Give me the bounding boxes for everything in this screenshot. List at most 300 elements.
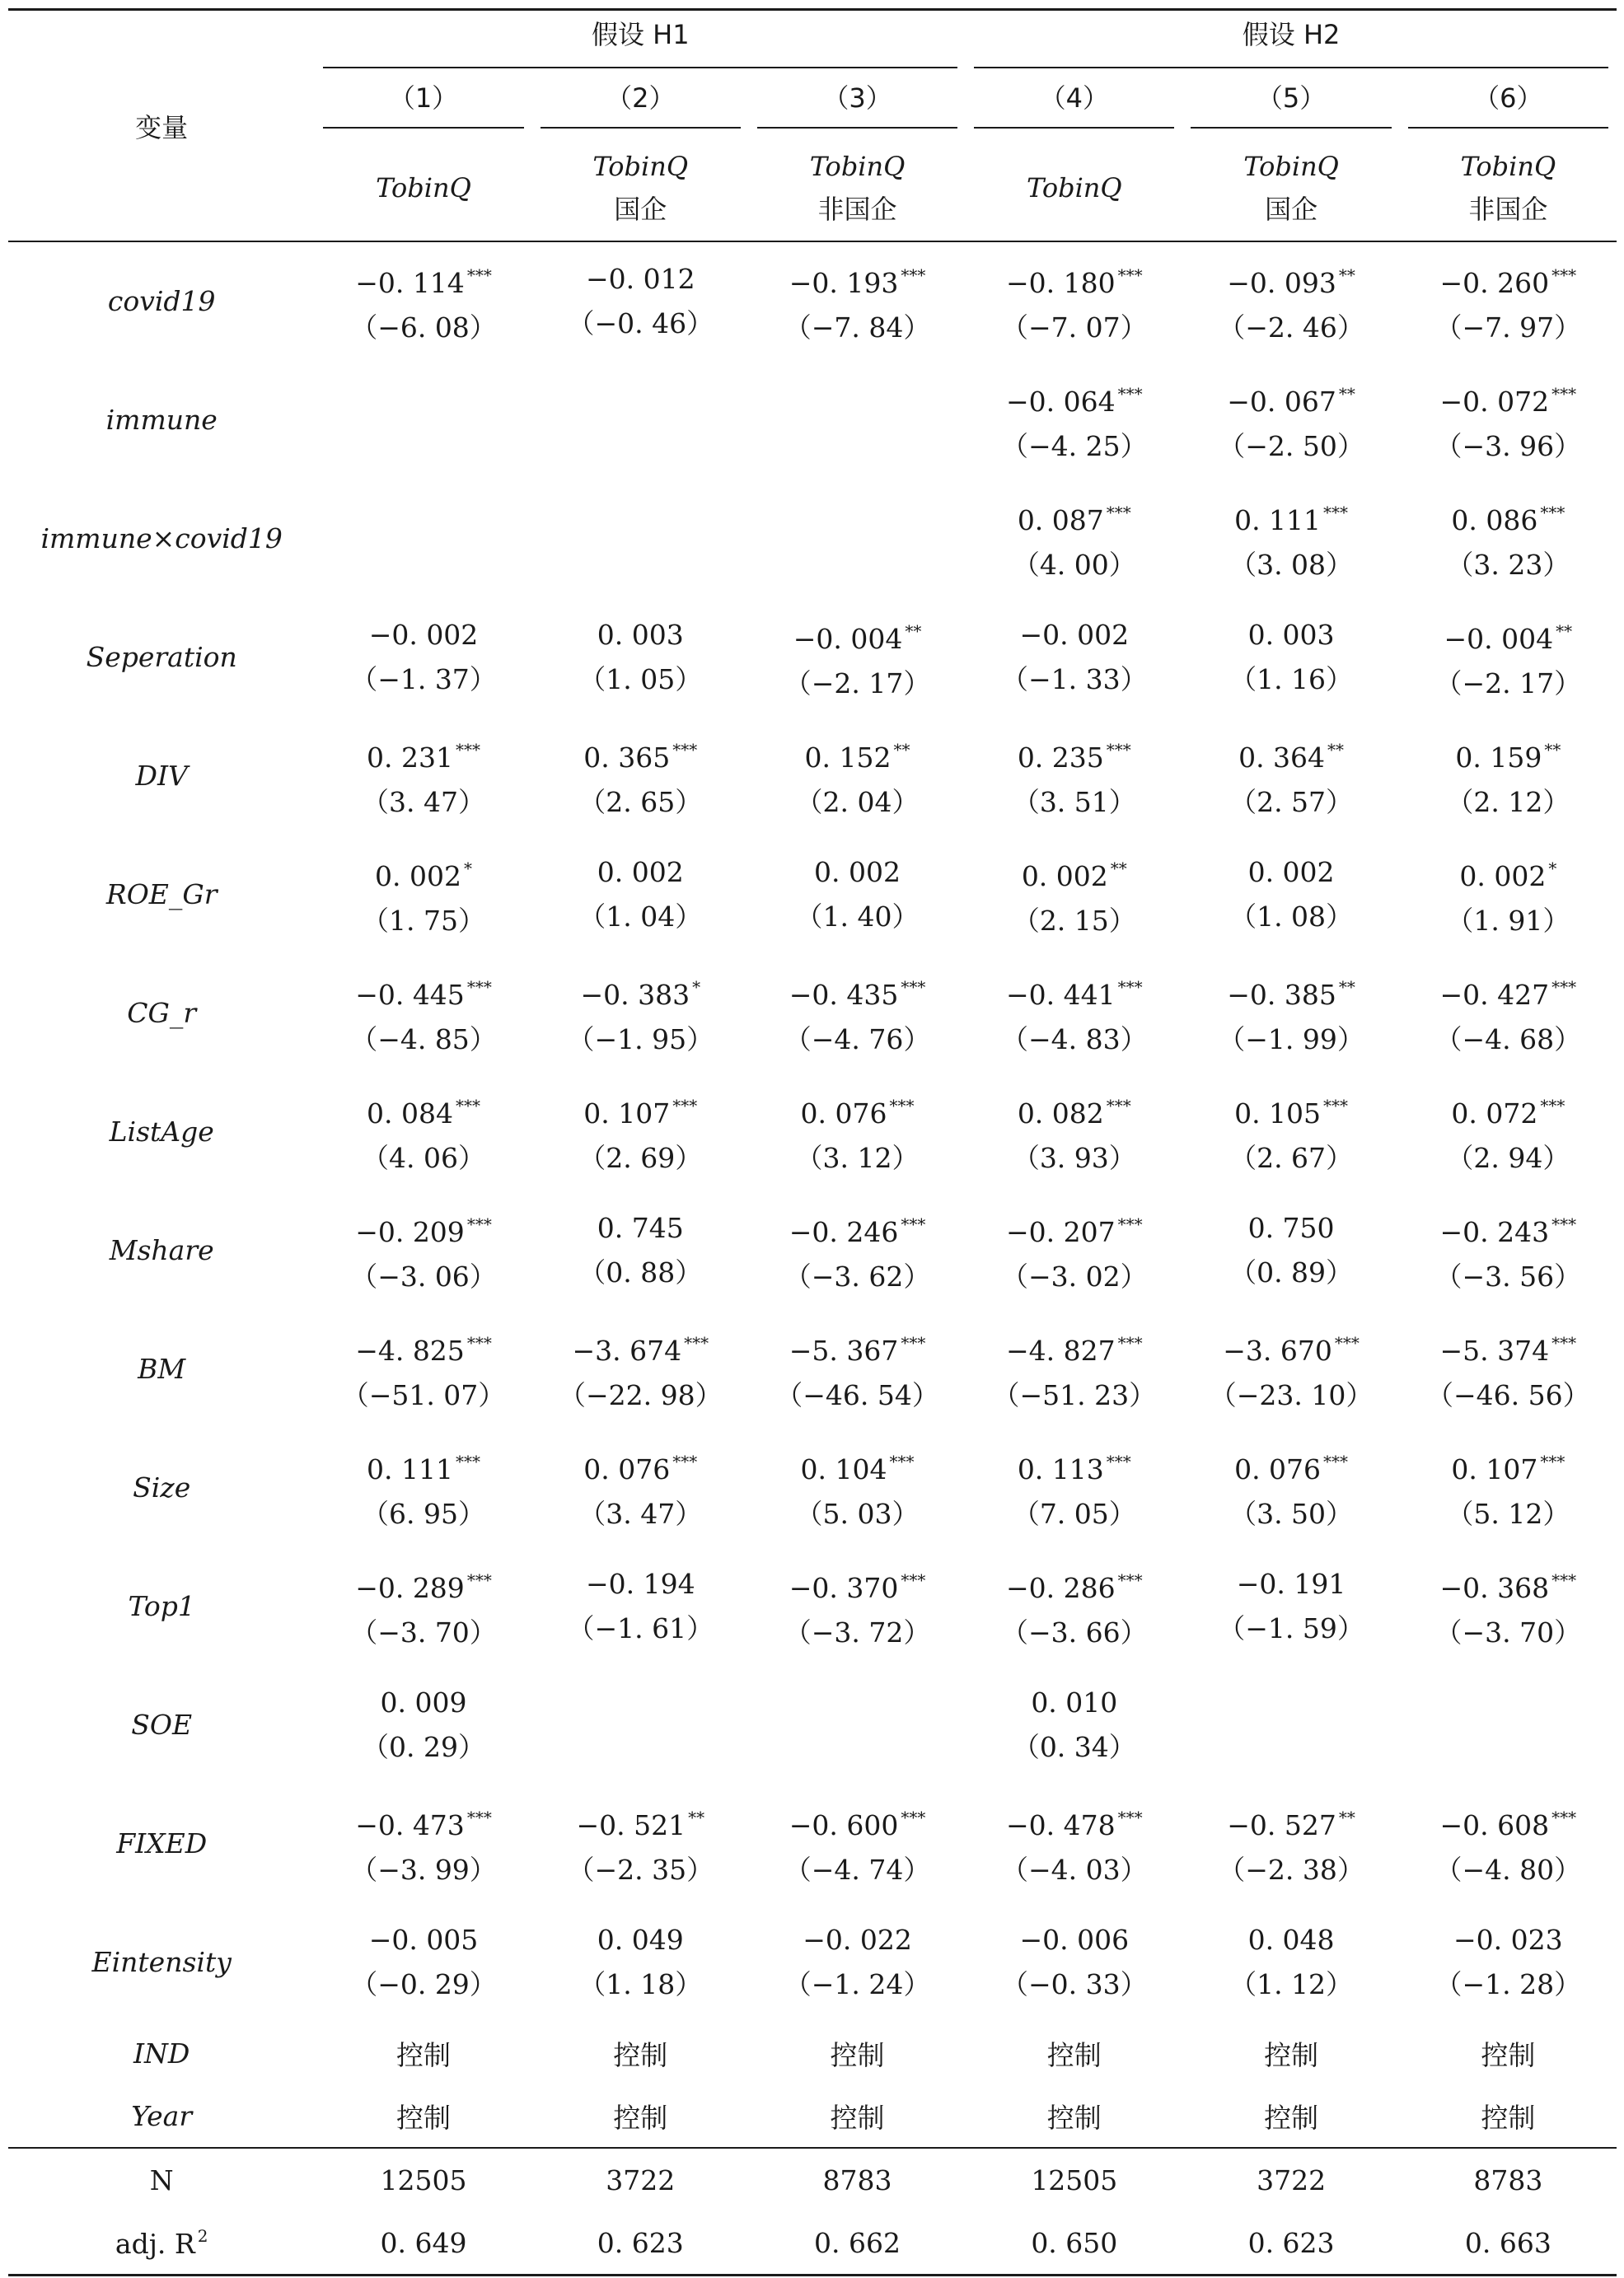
significance-stars: ** — [1556, 621, 1573, 641]
coef-cell — [1182, 717, 1399, 835]
table-header — [8, 10, 1617, 243]
coefficient: 0. 104 *** — [800, 1452, 915, 1485]
t-statistic: （−3. 06） — [350, 1261, 497, 1293]
coefficient: 0. 076 *** — [800, 1096, 915, 1130]
t-statistic: （−3. 62） — [784, 1261, 931, 1293]
coef-cell — [315, 954, 531, 1073]
table-row — [8, 242, 1617, 361]
table-row — [8, 1903, 1617, 2022]
regression-table-wrapper — [8, 8, 1617, 2276]
coefficient: −0. 286 *** — [1005, 1570, 1143, 1604]
t-statistic: （−4. 85） — [350, 1023, 497, 1055]
stat-row — [8, 2211, 1617, 2276]
coefficient: −0. 246 *** — [789, 1214, 926, 1248]
coef-cell — [1400, 361, 1617, 479]
coefficient: −4. 827 *** — [1005, 1333, 1143, 1367]
control-cell: 控制 — [613, 2038, 668, 2071]
controls-body — [8, 2022, 1617, 2148]
coef-cell — [315, 1547, 531, 1666]
significance-stars: * — [1548, 858, 1557, 878]
dependent-variable: TobinQ — [1243, 150, 1339, 182]
coef-cell — [532, 1785, 749, 1903]
coefficient: 0. 010 — [1031, 1686, 1118, 1719]
coef-cell — [1182, 242, 1399, 361]
significance-stars: *** — [466, 265, 492, 285]
coef-cell — [749, 835, 966, 954]
t-statistic: （−3. 70） — [350, 1616, 497, 1649]
t-statistic: （−1. 61） — [567, 1612, 714, 1644]
significance-stars: *** — [901, 1808, 926, 1827]
coef-cell — [532, 1547, 749, 1666]
stat-cell: 12505 — [380, 2163, 467, 2196]
t-statistic: （0. 29） — [362, 1731, 485, 1763]
coefficient: 0. 087 *** — [1017, 503, 1131, 536]
coefficient: −0. 383 * — [580, 977, 701, 1011]
coefficient: 0. 231 *** — [367, 740, 480, 774]
coef-cell — [315, 835, 531, 954]
t-statistic: （−2. 17） — [1434, 667, 1582, 699]
coefficient: −0. 289 *** — [355, 1570, 492, 1604]
dependent-variable: TobinQ — [376, 171, 471, 203]
significance-stars: * — [692, 977, 701, 997]
control-cell: 控制 — [1481, 2038, 1536, 2071]
coefficient: −0. 022 — [803, 1924, 912, 1956]
table-row — [8, 1785, 1617, 1903]
coef-cell — [966, 1073, 1182, 1191]
significance-stars: *** — [455, 1096, 480, 1116]
coef-cell — [1182, 1903, 1399, 2022]
coef-cell — [1400, 1429, 1617, 1547]
t-statistic: （1. 40） — [795, 900, 920, 933]
coefficient: 0. 365 *** — [583, 740, 698, 774]
coef-cell — [315, 1073, 531, 1191]
coefficient: −0. 180 *** — [1005, 265, 1143, 299]
coefficient: −0. 005 — [368, 1924, 479, 1956]
t-statistic: （−4. 83） — [1000, 1023, 1148, 1055]
column-model-1 — [315, 134, 531, 241]
t-statistic: （2. 57） — [1229, 786, 1354, 818]
significance-stars: *** — [1540, 503, 1565, 522]
group-header-h2: 假设 H2 — [966, 11, 1617, 72]
coefficient: −0. 243 *** — [1439, 1214, 1577, 1248]
variable-name: Seperation — [86, 641, 237, 673]
stat-cell: 0. 623 — [597, 2226, 684, 2259]
coefficient: −0. 385 ** — [1227, 977, 1355, 1011]
coef-cell — [532, 361, 749, 479]
coef-cell — [749, 954, 966, 1073]
stat-cell: 0. 623 — [1247, 2226, 1335, 2259]
t-statistic: （2. 65） — [578, 786, 703, 818]
variable-name: SOE — [131, 1709, 193, 1741]
coef-cell — [1182, 835, 1399, 954]
significance-stars: ** — [893, 740, 910, 760]
significance-stars: *** — [1551, 384, 1577, 404]
coefficient: 0. 003 — [1247, 619, 1335, 651]
t-statistic: （2. 12） — [1446, 786, 1570, 818]
t-statistic: （−51. 23） — [992, 1379, 1157, 1411]
t-statistic: （−46. 54） — [775, 1379, 939, 1411]
coef-cell — [1400, 242, 1617, 361]
t-statistic: （0. 89） — [1229, 1256, 1354, 1289]
variable-name: immune — [105, 404, 218, 436]
table-row — [8, 1666, 1617, 1785]
t-statistic: （7. 05） — [1012, 1498, 1136, 1530]
t-statistic: （−46. 56） — [1426, 1379, 1590, 1411]
column-number-1: （1） — [315, 72, 531, 134]
coef-cell — [966, 1666, 1182, 1785]
coefficient: 0. 152 ** — [804, 740, 910, 774]
significance-stars: *** — [901, 977, 926, 997]
coef-cell — [532, 1073, 749, 1191]
coefficient: 0. 076 *** — [1234, 1452, 1349, 1485]
coef-cell — [749, 1310, 966, 1429]
stat-label-superscript: 2 — [197, 2225, 208, 2246]
t-statistic: （3. 12） — [795, 1142, 920, 1174]
significance-stars: ** — [1110, 858, 1127, 878]
variable-name: immune×covid19 — [40, 522, 283, 554]
table-row — [8, 1191, 1617, 1310]
significance-stars: ** — [905, 621, 922, 641]
coefficient: 0. 084 *** — [367, 1096, 480, 1130]
coef-cell — [749, 717, 966, 835]
coefficient: −0. 521 ** — [576, 1808, 705, 1841]
significance-stars: ** — [1338, 1808, 1355, 1827]
coefficient: −0. 368 *** — [1439, 1570, 1577, 1604]
coef-cell — [1182, 1785, 1399, 1903]
coef-cell — [1182, 1310, 1399, 1429]
control-cell: 控制 — [1264, 2038, 1319, 2071]
t-statistic: （−51. 07） — [341, 1379, 506, 1411]
stat-cell: 8783 — [822, 2163, 892, 2196]
control-row — [8, 2022, 1617, 2084]
coef-cell — [1182, 1191, 1399, 1310]
coef-cell — [1400, 835, 1617, 954]
significance-stars: *** — [1117, 1808, 1143, 1827]
t-statistic: （−23. 10） — [1209, 1379, 1374, 1411]
coef-cell — [749, 1073, 966, 1191]
t-statistic: （−4. 74） — [784, 1854, 931, 1886]
control-row — [8, 2084, 1617, 2148]
significance-stars: *** — [1334, 1333, 1360, 1353]
t-statistic: （−22. 98） — [558, 1379, 723, 1411]
coefficient: 0. 072 *** — [1451, 1096, 1565, 1130]
sample-label: 国企 — [1265, 193, 1318, 225]
coefficient: 0. 002 * — [375, 858, 472, 892]
t-statistic: （−3. 96） — [1434, 430, 1582, 462]
coefficient: 0. 002 — [814, 856, 901, 888]
coef-cell — [1182, 1547, 1399, 1666]
significance-stars: *** — [1540, 1452, 1565, 1471]
coef-cell — [315, 1310, 531, 1429]
coef-cell — [749, 479, 966, 598]
coef-cell — [1400, 717, 1617, 835]
coefficient: 0. 076 *** — [583, 1452, 698, 1485]
coef-cell — [532, 479, 749, 598]
coefficient: −0. 260 *** — [1439, 265, 1577, 299]
t-statistic: （−1. 24） — [784, 1968, 931, 2000]
variable-name: Size — [133, 1471, 191, 1504]
t-statistic: （−2. 35） — [567, 1854, 714, 1886]
coefficient: −0. 427 *** — [1439, 977, 1577, 1011]
significance-stars: *** — [1117, 384, 1143, 404]
column-model-6 — [1400, 134, 1617, 241]
coef-cell — [315, 361, 531, 479]
stat-cell: 0. 650 — [1031, 2226, 1118, 2259]
stat-cell: 3722 — [1257, 2163, 1327, 2196]
coefficient: −0. 191 — [1236, 1568, 1346, 1600]
coef-cell — [966, 1310, 1182, 1429]
coef-cell — [1400, 598, 1617, 717]
t-statistic: （1. 16） — [1229, 663, 1354, 695]
significance-stars: *** — [1540, 1096, 1565, 1116]
coef-cell — [1182, 479, 1399, 598]
t-statistic: （1. 08） — [1229, 900, 1354, 933]
significance-stars: ** — [1338, 384, 1355, 404]
significance-stars: *** — [466, 977, 492, 997]
control-cell: 控制 — [1046, 2101, 1102, 2134]
control-cell: 控制 — [396, 2101, 451, 2134]
coefficient-body — [8, 242, 1617, 2022]
coefficient: −0. 064 *** — [1005, 384, 1143, 418]
coef-cell — [532, 1310, 749, 1429]
coef-cell — [315, 242, 531, 361]
significance-stars: *** — [901, 1214, 926, 1234]
variable-name: IND — [133, 2037, 190, 2070]
coefficient: 0. 002 * — [1459, 858, 1557, 892]
t-statistic: （−1. 37） — [350, 663, 497, 695]
coefficient: −0. 072 *** — [1439, 384, 1577, 418]
t-statistic: （4. 00） — [1012, 549, 1136, 581]
coefficient: 0. 049 — [597, 1924, 684, 1956]
t-statistic: （0. 88） — [578, 1256, 703, 1289]
t-statistic: （−7. 84） — [784, 311, 931, 344]
coefficient: −0. 473 *** — [355, 1808, 492, 1841]
coefficient: −0. 445 *** — [355, 977, 492, 1011]
significance-stars: ** — [1338, 265, 1355, 285]
coef-cell — [1182, 1073, 1399, 1191]
control-cell: 控制 — [1481, 2101, 1536, 2134]
coefficient: −5. 374 *** — [1439, 1333, 1577, 1367]
significance-stars: *** — [466, 1214, 492, 1234]
table-row — [8, 954, 1617, 1073]
coef-cell — [1400, 1073, 1617, 1191]
variable-name: Top1 — [128, 1590, 195, 1622]
t-statistic: （−4. 68） — [1434, 1023, 1582, 1055]
coef-cell — [315, 1429, 531, 1547]
sample-label: 非国企 — [817, 193, 897, 225]
variable-name: CG_r — [127, 997, 197, 1029]
table-row — [8, 1310, 1617, 1429]
coef-cell — [1182, 954, 1399, 1073]
significance-stars: *** — [455, 1452, 480, 1471]
coef-cell — [966, 361, 1182, 479]
t-statistic: （−1. 33） — [1000, 663, 1148, 695]
significance-stars: *** — [901, 1333, 926, 1353]
t-statistic: （3. 47） — [362, 786, 485, 818]
coef-cell — [1400, 1191, 1617, 1310]
t-statistic: （3. 50） — [1229, 1498, 1354, 1530]
coefficient: −0. 600 *** — [789, 1808, 926, 1841]
column-model-4 — [966, 134, 1182, 241]
t-statistic: （2. 04） — [795, 786, 920, 818]
coefficient: −4. 825 *** — [355, 1333, 492, 1367]
dependent-variable: TobinQ — [592, 150, 689, 182]
column-number-5: （5） — [1182, 72, 1399, 134]
column-model-5 — [1182, 134, 1399, 241]
coef-cell — [1400, 1666, 1617, 1785]
control-cell: 控制 — [830, 2038, 885, 2071]
column-model-2 — [532, 134, 749, 241]
dependent-variable: TobinQ — [1026, 171, 1122, 203]
coef-cell — [532, 717, 749, 835]
control-cell: 控制 — [1264, 2101, 1319, 2134]
coef-cell — [532, 835, 749, 954]
t-statistic: （−7. 97） — [1434, 311, 1582, 344]
coef-cell — [315, 598, 531, 717]
significance-stars: ** — [688, 1808, 705, 1827]
coefficient: 0. 107 *** — [583, 1096, 698, 1130]
coef-cell — [966, 1903, 1182, 2022]
significance-stars: *** — [1323, 1452, 1349, 1471]
coefficient: 0. 105 *** — [1234, 1096, 1349, 1130]
coef-cell — [966, 1547, 1182, 1666]
t-statistic: （−0. 46） — [567, 307, 714, 339]
significance-stars: *** — [672, 1452, 698, 1471]
t-statistic: （2. 69） — [578, 1142, 703, 1174]
coefficient: −0. 004 ** — [1444, 621, 1573, 655]
t-statistic: （5. 03） — [795, 1498, 920, 1530]
coefficient: −0. 207 *** — [1005, 1214, 1143, 1248]
t-statistic: （−3. 72） — [784, 1616, 931, 1649]
coef-cell — [1182, 1429, 1399, 1547]
coefficient: −5. 367 *** — [789, 1333, 926, 1367]
significance-stars: *** — [1551, 1333, 1577, 1353]
group-header-h1: 假设 H1 — [315, 11, 966, 72]
significance-stars: *** — [889, 1452, 915, 1471]
coef-cell — [966, 717, 1182, 835]
table-row — [8, 1429, 1617, 1547]
coefficient: −0. 006 — [1019, 1924, 1130, 1956]
coef-cell — [532, 1429, 749, 1547]
coef-cell — [749, 1903, 966, 2022]
t-statistic: （1. 18） — [578, 1968, 703, 2000]
t-statistic: （1. 12） — [1229, 1968, 1354, 2000]
coef-cell — [749, 1666, 966, 1785]
coefficient: 0. 002 — [1247, 856, 1335, 888]
coef-cell — [966, 1785, 1182, 1903]
t-statistic: （1. 04） — [578, 900, 703, 933]
coef-cell — [966, 954, 1182, 1073]
variable-name: Year — [131, 2099, 193, 2132]
stat-cell: 3722 — [606, 2163, 676, 2196]
stat-row — [8, 2148, 1617, 2211]
coefficient: −0. 067 ** — [1227, 384, 1355, 418]
significance-stars: *** — [1106, 1452, 1131, 1471]
coef-cell — [315, 1666, 531, 1785]
t-statistic: （−1. 95） — [567, 1023, 714, 1055]
regression-table — [8, 8, 1617, 2276]
coefficient: 0. 750 — [1247, 1212, 1335, 1244]
table-row — [8, 835, 1617, 954]
coefficient: 0. 364 ** — [1238, 740, 1345, 774]
column-model-3 — [749, 134, 966, 241]
coef-cell — [1400, 1785, 1617, 1903]
t-statistic: （−3. 70） — [1434, 1616, 1582, 1649]
coef-cell — [966, 1191, 1182, 1310]
t-statistic: （1. 75） — [362, 905, 485, 937]
t-statistic: （−6. 08） — [350, 311, 497, 344]
coefficient: −0. 435 *** — [789, 977, 926, 1011]
t-statistic: （3. 93） — [1012, 1142, 1136, 1174]
significance-stars: *** — [1551, 1808, 1577, 1827]
variable-name: covid19 — [107, 285, 216, 317]
significance-stars: *** — [889, 1096, 915, 1116]
significance-stars: *** — [672, 740, 698, 760]
significance-stars: *** — [1551, 265, 1577, 285]
significance-stars: *** — [672, 1096, 698, 1116]
coefficient: 0. 111 *** — [367, 1452, 480, 1485]
variable-name: ROE_Gr — [105, 878, 218, 910]
sample-label: 非国企 — [1468, 193, 1548, 225]
t-statistic: （−2. 50） — [1218, 430, 1364, 462]
coef-cell — [532, 1666, 749, 1785]
t-statistic: （4. 06） — [362, 1142, 485, 1174]
stat-cell: 0. 649 — [380, 2226, 467, 2259]
coef-cell — [749, 1429, 966, 1547]
stat-label: adj. R $^2$ — [115, 2225, 208, 2260]
table-row — [8, 361, 1617, 479]
t-statistic: （−3. 56） — [1434, 1261, 1582, 1293]
t-statistic: （−3. 99） — [350, 1854, 497, 1886]
column-number-6: （6） — [1400, 72, 1617, 134]
significance-stars: *** — [901, 1570, 926, 1590]
significance-stars: * — [463, 858, 472, 878]
coef-cell — [966, 598, 1182, 717]
column-number-4: （4） — [966, 72, 1182, 134]
column-number-3: （3） — [749, 72, 966, 134]
coefficient: 0. 002 — [597, 856, 684, 888]
significance-stars: *** — [1323, 503, 1349, 522]
table-row — [8, 1073, 1617, 1191]
coefficient: 0. 107 *** — [1451, 1452, 1565, 1485]
significance-stars: ** — [1544, 740, 1561, 760]
t-statistic: （1. 91） — [1446, 905, 1570, 937]
variable-header: 变量 — [135, 111, 189, 143]
variable-name: FIXED — [116, 1827, 208, 1859]
t-statistic: （−4. 76） — [784, 1023, 931, 1055]
significance-stars: *** — [1551, 1570, 1577, 1590]
variable-name: BM — [138, 1353, 186, 1385]
significance-stars: *** — [1106, 740, 1131, 760]
significance-stars: *** — [455, 740, 480, 760]
coef-cell — [749, 1191, 966, 1310]
coef-cell — [315, 479, 531, 598]
significance-stars: *** — [1106, 1096, 1131, 1116]
coef-cell — [966, 479, 1182, 598]
t-statistic: （2. 94） — [1446, 1142, 1570, 1174]
coefficient: −0. 441 *** — [1005, 977, 1143, 1011]
stat-cell: 0. 662 — [814, 2226, 901, 2259]
t-statistic: （−4. 25） — [1000, 430, 1148, 462]
t-statistic: （3. 51） — [1012, 786, 1136, 818]
coef-cell — [315, 1191, 531, 1310]
coef-cell — [1400, 1547, 1617, 1666]
coefficient: 0. 113 *** — [1017, 1452, 1131, 1485]
significance-stars: *** — [684, 1333, 709, 1353]
coefficient: 0. 082 *** — [1017, 1096, 1131, 1130]
significance-stars: *** — [1117, 977, 1143, 997]
t-statistic: （5. 12） — [1446, 1498, 1570, 1530]
